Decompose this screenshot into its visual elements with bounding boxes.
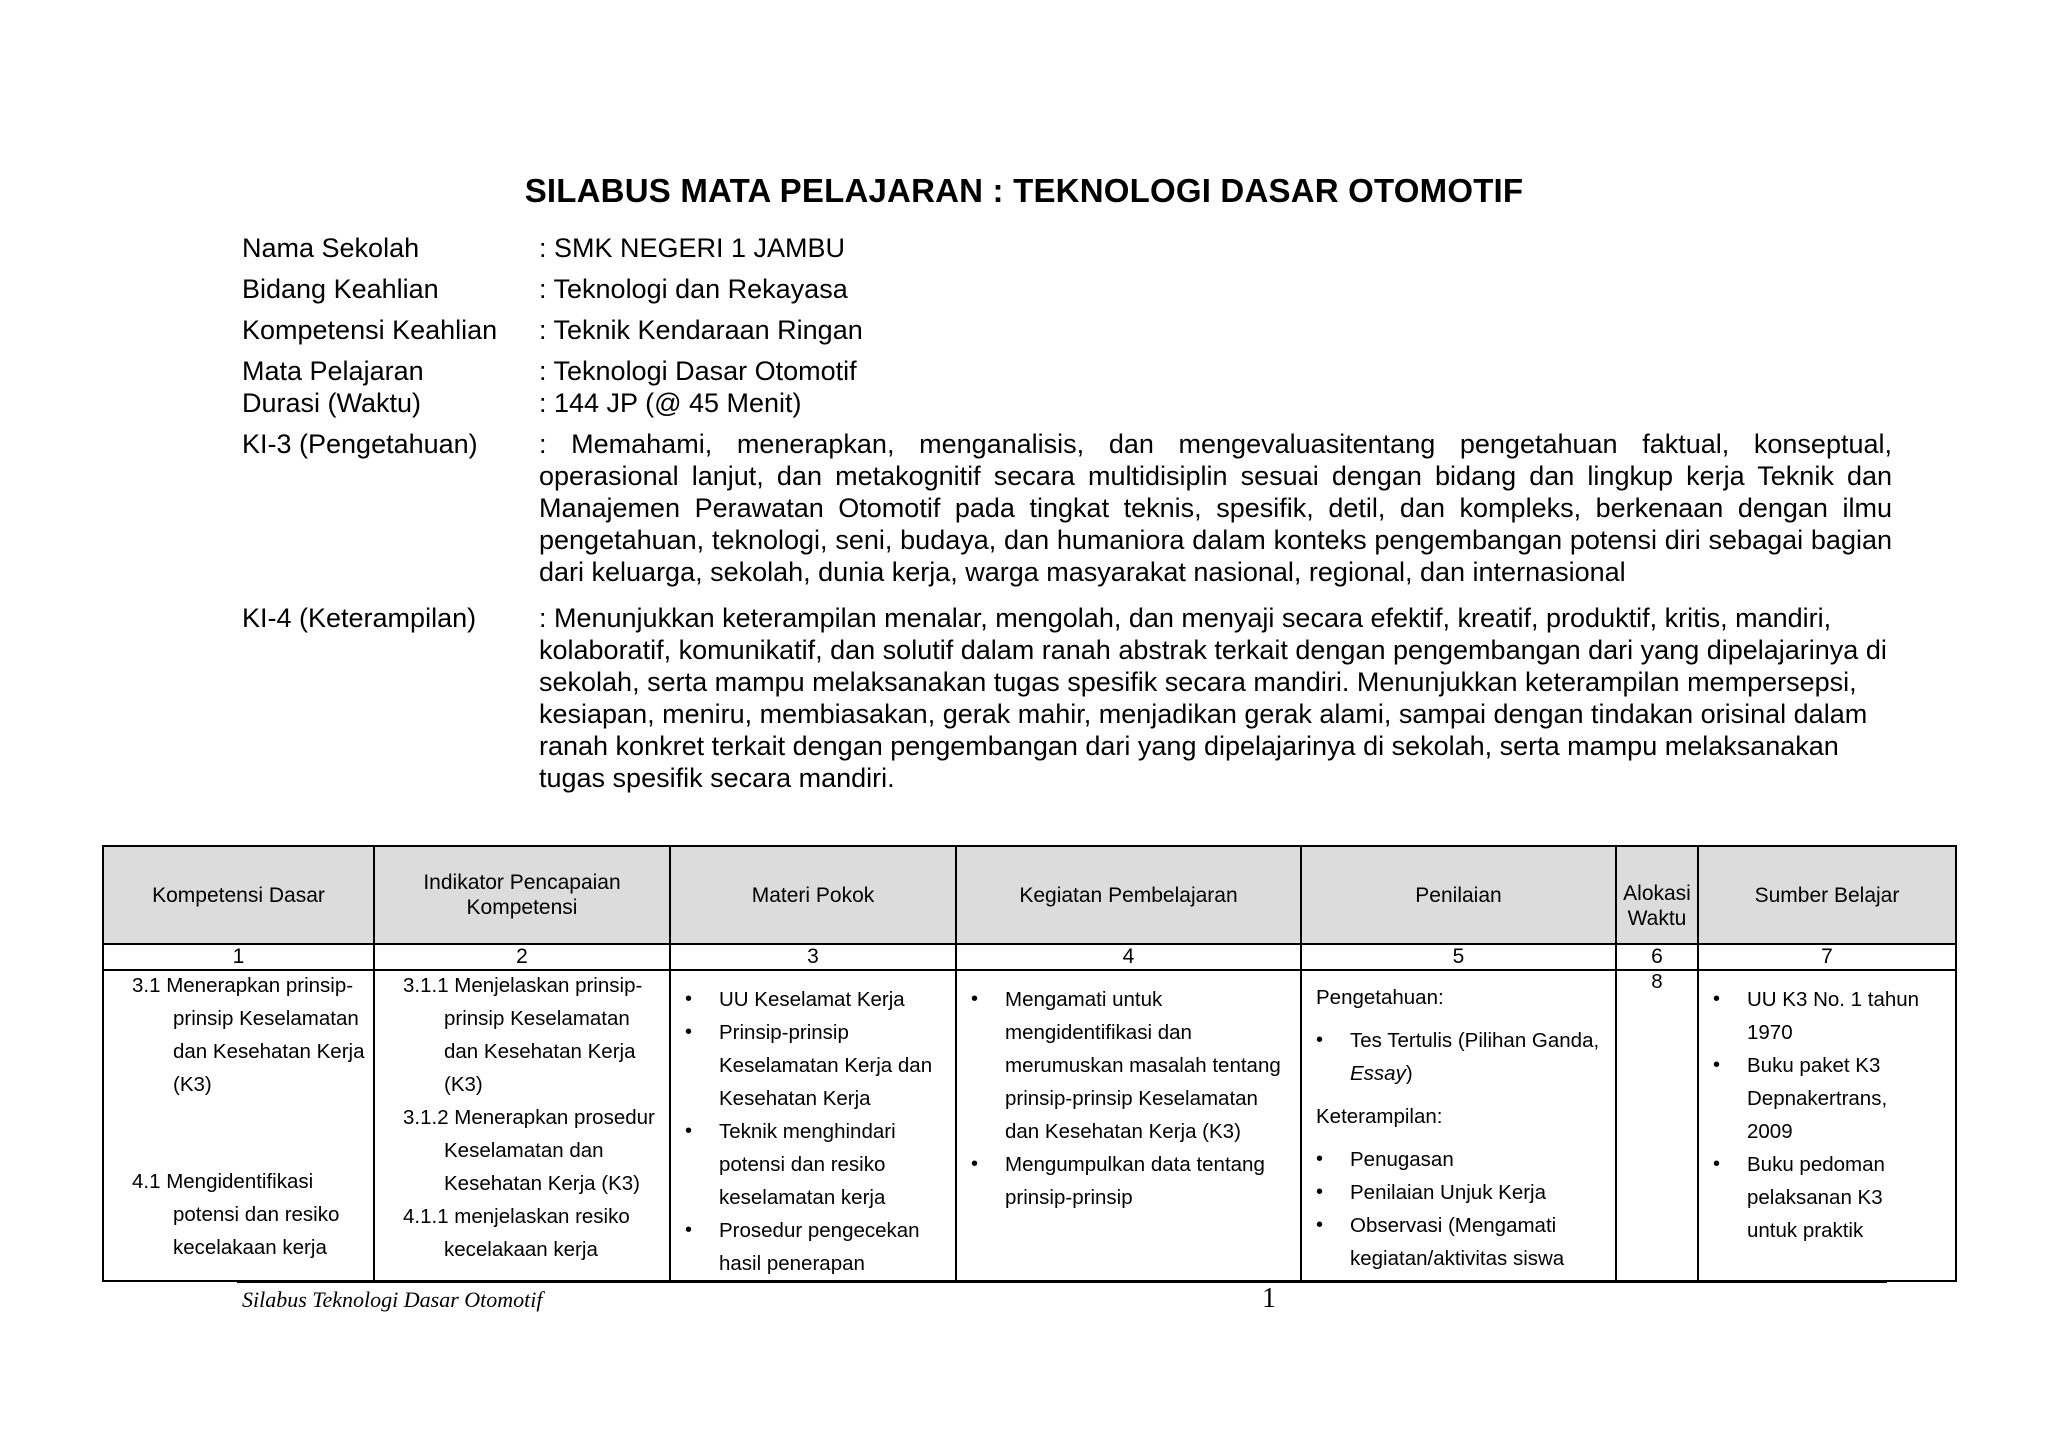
penilaian-label: Pengetahuan: [1316, 986, 1444, 1009]
sumber-item: • Buku pedoman pelaksanan K3 untuk praktik [1699, 1148, 1955, 1247]
info-label: KI-3 (Pengetahuan) [242, 429, 478, 459]
materi-item: • Teknik menghindari potensi dan resiko keselamatan kerja [671, 1115, 955, 1214]
info-value: : SMK NEGERI 1 JAMBU [539, 233, 846, 263]
ipk-cell [374, 970, 670, 1281]
table-header: Sumber Belajar [1698, 846, 1956, 944]
info-value: : Teknologi Dasar Otomotif [539, 356, 857, 386]
table-number-row [103, 944, 1956, 970]
table-row [103, 970, 1956, 1281]
info-row-school [242, 232, 1892, 264]
info-row-ki3 [242, 428, 1892, 588]
materi-cell [670, 970, 956, 1281]
sumber-item: • UU K3 No. 1 tahun 1970 [1699, 983, 1955, 1049]
table-header: Alokasi Waktu [1616, 846, 1698, 944]
info-label: KI-4 (Keterampilan) [242, 603, 477, 633]
kegiatan-item: • Mengumpulkan data tentang prinsip-prinsip [957, 1148, 1300, 1214]
penilaian-text: Tes Tertulis (Pilihan Ganda, [1350, 1029, 1600, 1052]
kd-cell [103, 970, 374, 1281]
table-header: Kompetensi Dasar [103, 846, 374, 944]
info-value: : 144 JP (@ 45 Menit) [539, 388, 802, 418]
ipk-item: 3.1.1 Menjelaskan prinsip-prinsip Keselamatan dan Kesehatan Kerja (K3) [403, 974, 643, 1096]
penilaian-item: • Penugasan [1302, 1143, 1615, 1176]
info-row-duration [242, 387, 1892, 419]
table-header: Kegiatan Pembelajaran [956, 846, 1301, 944]
table-header: Materi Pokok [670, 846, 956, 944]
info-row-subject [242, 355, 1892, 387]
column-number: 1 [103, 944, 374, 970]
column-number: 2 [374, 944, 670, 970]
column-number: 6 [1616, 944, 1698, 970]
info-label: Nama Sekolah [242, 233, 420, 263]
syllabus-info [242, 232, 1892, 794]
page-title: SILABUS MATA PELAJARAN : TEKNOLOGI DASAR OTOMOTIF [524, 172, 1524, 209]
column-number: 7 [1698, 944, 1956, 970]
footer-divider [237, 1281, 1887, 1283]
kegiatan-cell [956, 970, 1301, 1281]
table-header: Penilaian [1301, 846, 1616, 944]
sumber-cell [1698, 970, 1956, 1281]
column-number: 4 [956, 944, 1301, 970]
ipk-item: 3.1.2 Menerapkan prosedur Keselamatan dan Kesehatan Kerja (K3) [403, 1106, 655, 1195]
materi-item: • Prinsip-prinsip Keselamatan Kerja dan Kesehatan Kerja [671, 1016, 955, 1115]
info-row-ki4 [242, 602, 1892, 794]
column-number: 3 [670, 944, 956, 970]
kd-item: 3.1 Menerapkan prinsip-prinsip Keselamatan dan Kesehatan Kerja (K3) [132, 974, 365, 1096]
info-row-field [242, 273, 1892, 305]
penilaian-label: Keterampilan: [1316, 1105, 1443, 1128]
info-label: Mata Pelajaran [242, 356, 424, 386]
alokasi-cell [1616, 970, 1698, 1281]
footer-title: Silabus Teknologi Dasar Otomotif [242, 1287, 543, 1312]
column-number: 5 [1301, 944, 1616, 970]
penilaian-item: • Penilaian Unjuk Kerja [1302, 1176, 1615, 1209]
penilaian-item: • Observasi (Mengamati kegiatan/aktivitas siswa [1302, 1209, 1615, 1275]
info-value: : Memahami, menerapkan, menganalisis, dan mengevaluasitentang pengetahuan faktual, konseptual, operasional lanjut, dan metakognitif secara multidisiplin sesuai dengan bidang dan lingkup kerja Teknik dan Manajemen Perawatan Otomotif pada tingkat teknis, spesifik, detil, dan kompleks, berkenaan dengan ilmu pengetahuan, teknologi, seni, budaya, dan humaniora dalam konteks pengembangan potensi diri sebagai bagian dari keluarga, sekolah, dunia kerja, warga masyarakat nasional, regional, dan internasional [539, 429, 1892, 587]
info-label: Durasi (Waktu) [242, 388, 422, 418]
info-label: Kompetensi Keahlian [242, 315, 498, 345]
ipk-item: 4.1.1 menjelaskan resiko kecelakaan kerja [403, 1205, 630, 1261]
penilaian-text-italic: Essay [1350, 1062, 1406, 1085]
alokasi-value: 8 [1651, 970, 1663, 993]
materi-item: • UU Keselamat Kerja [671, 983, 955, 1016]
table-header-row [103, 846, 1956, 944]
info-value: : Teknik Kendaraan Ringan [539, 315, 863, 345]
info-value: : Teknologi dan Rekayasa [539, 274, 848, 304]
penilaian-cell [1301, 970, 1616, 1281]
materi-item: • Prosedur pengecekan hasil penerapan [671, 1214, 955, 1280]
kegiatan-item: • Mengamati untuk mengidentifikasi dan merumuskan masalah tentang prinsip-prinsip Keselamatan dan Kesehatan Kerja (K3) [957, 983, 1300, 1148]
table-header: Indikator Pencapaian Kompetensi [374, 846, 670, 944]
syllabus-table [102, 845, 1957, 1282]
penilaian-text: ) [1405, 1062, 1413, 1085]
page-number: 1 [1262, 1283, 1276, 1314]
info-label: Bidang Keahlian [242, 274, 439, 304]
info-row-competency [242, 314, 1892, 346]
kd-item: 4.1 Mengidentifikasi potensi dan resiko kecelakaan kerja [132, 1170, 340, 1259]
sumber-item: • Buku paket K3 Depnakertrans, 2009 [1699, 1049, 1955, 1148]
info-value: : Menunjukkan keterampilan menalar, mengolah, dan menyaji secara efektif, kreatif, produktif, kritis, mandiri, kolaboratif, komunikatif, dan solutif dalam ranah abstrak terkait dengan pengembangan dari yang dipelajarinya di sekolah, serta mampu melaksanakan tugas spesifik secara mandiri. Menunjukkan keterampilan mempersepsi, kesiapan, meniru, membiasakan, gerak mahir, menjadikan gerak alami, sampai dengan tindakan orisinal dalam ranah konkret terkait dengan pengembangan dari yang dipelajarinya di sekolah, serta mampu melaksanakan tugas spesifik secara mandiri. [539, 603, 1887, 793]
penilaian-item [1302, 1024, 1615, 1090]
